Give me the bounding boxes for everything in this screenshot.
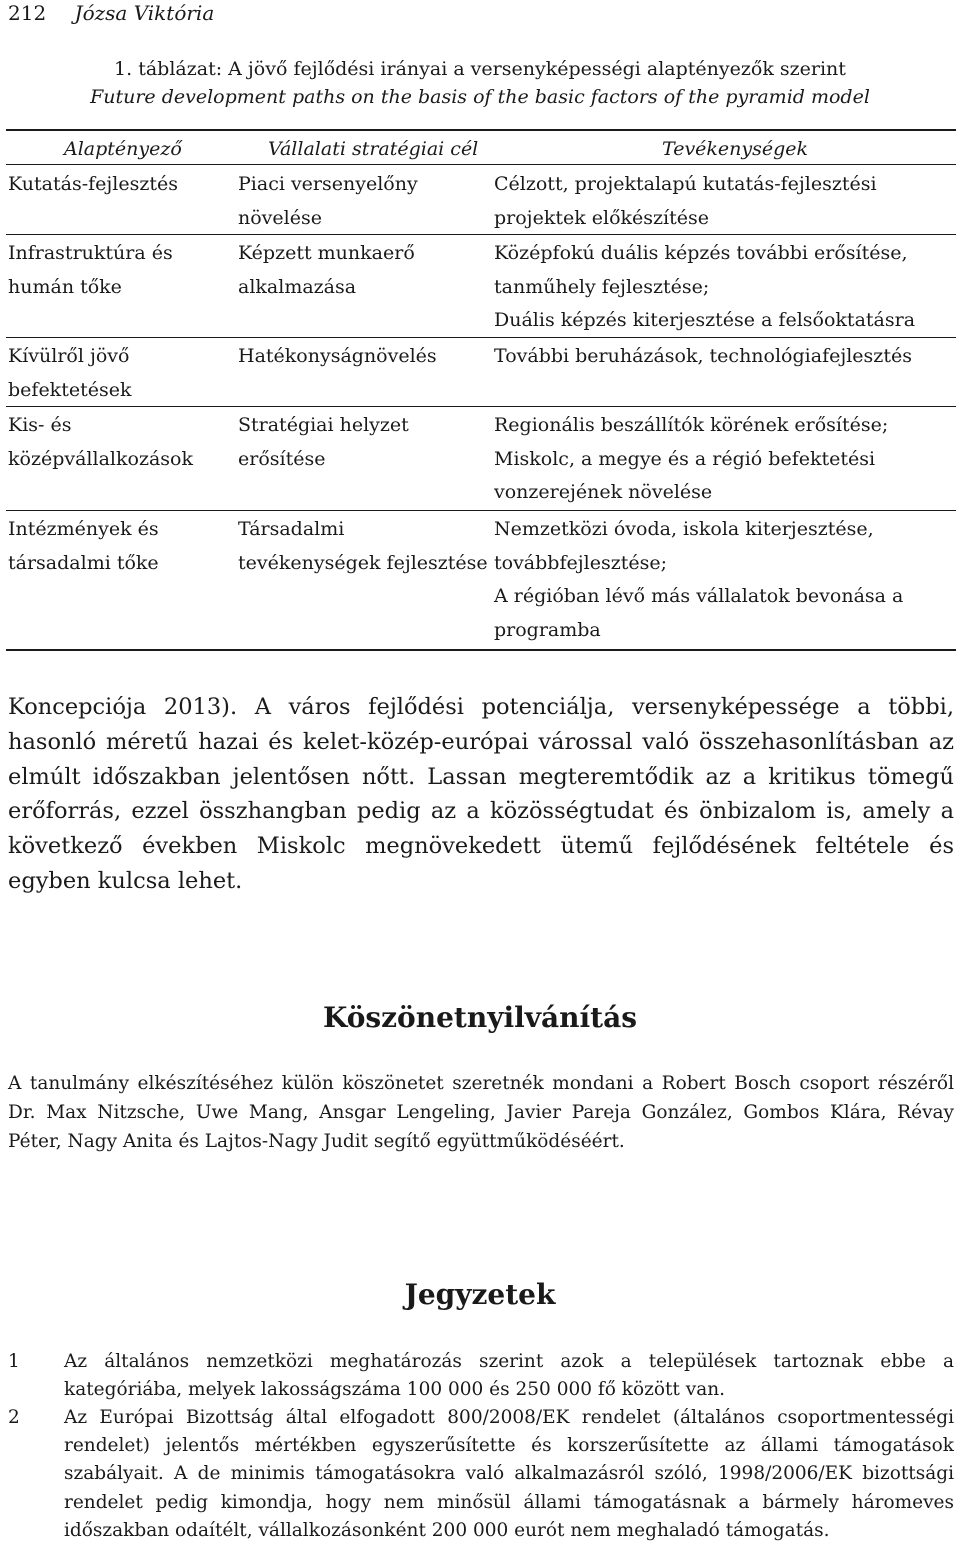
activity-item: Miskolc, a megye és a régió befektetési vonzerejének növelése: [494, 447, 876, 503]
table-row-rule: [6, 234, 956, 235]
table-cell-activities: [494, 409, 956, 510]
table-row-rule: [6, 337, 956, 338]
activity-item: Duális képzés kiterjesztése a felsőoktatásra: [494, 309, 916, 331]
footnote-number: 1: [8, 1351, 20, 1372]
author-name: Józsa Viktória: [74, 1, 215, 25]
activity-item: Nemzetközi óvoda, iskola kiterjesztése, továbbfejlesztése;: [494, 518, 874, 574]
table-header-goal: Vállalati stratégiai cél: [268, 138, 479, 160]
table-cell-goal: Képzett munkaerő alkalmazása: [238, 242, 415, 298]
table-header-activities: Tevékenységek: [662, 138, 809, 160]
activity-item: A régióban lévő más vállalatok bevonása a programba: [494, 585, 904, 641]
table-cell-activities: [494, 237, 956, 338]
table-cell-goal: Stratégiai helyzet erősítése: [238, 414, 409, 470]
activity-item: Középfokú duális képzés további erősítése, tanműhely fejlesztése;: [494, 242, 908, 298]
table-cell-goal: Hatékonyságnövelés: [238, 345, 437, 367]
footnote-number: 2: [8, 1407, 20, 1428]
table-cell-factor: Kis- és középvállalkozások: [8, 414, 193, 470]
footnote-paragraph: Az általános nemzetközi meghatározás szerint azok a települések tartoznak ebbe a kategóriába, melyek lakosságszáma 100 000 és 250 000 fő között van.: [64, 1351, 954, 1401]
activity-item: További beruházások, technológiafejlesztés: [494, 345, 912, 367]
table-cell-goal: Társadalmi tevékenységek fejlesztése: [238, 518, 488, 574]
table-header-factor: Alaptényező: [64, 138, 182, 160]
footnote-paragraph: Az Európai Bizottság által elfogadott 800/2008/EK rendelet (általános csoportmentességi rendelet) jelentős mértékben egyszerűsítette és korszerűsítette az állami támogatások szabályait. A de minimis támogatásokra való alkalmazásról szóló, 1998/2006/EK bizottsági rendelet pedig kimondja, hogy nem minősül állami támogatásnak a bármely háromeves időszakban odaítélt, vállalkozásonként 200 000 eurót nem meghaladó támogatás.: [64, 1407, 954, 1541]
table-top-rule: [6, 129, 956, 131]
activity-item: Regionális beszállítók körének erősítése;: [494, 414, 889, 436]
table-row-rule: [6, 510, 956, 511]
table-cell-factor: Infrastruktúra és humán tőke: [8, 242, 173, 298]
table-cell-factor: Intézmények és társadalmi tőke: [8, 518, 159, 574]
table-cell-activities: [494, 340, 956, 374]
table-row-rule: [6, 406, 956, 407]
table-caption-en: Future development paths on the basis of the basic factors of the pyramid model: [90, 86, 870, 108]
footnote-text: [64, 1348, 954, 1404]
acknowledgement-paragraph: A tanulmány elkészítéséhez külön köszönetet szeretnék mondani a Robert Bosch csoport részéről Dr. Max Nitzsche, Uwe Mang, Ansgar Lengeling, Javier Pareja González, Gombos Klára, Révay Péter, Nagy Anita és Lajtos-Nagy Judit segítő együttműködéséért.: [8, 1073, 954, 1152]
running-head: [8, 0, 214, 26]
table-cell-factor: Kívülről jövő befektetések: [8, 345, 132, 401]
paragraph-text: Koncepciója 2013). A város fejlődési potenciálja, versenyképessége a többi, hasonló méretű hazai és kelet-közép-európai várossal való összehasonlításban az elmúlt időszakban jelentősen nőtt. Lassan megteremtődik az a kritikus tömegű erőforrás, ezzel összhangban pedig az a közösségtudat és önbizalom is, amely a következő években Miskolc megnövekedett ütemű fejlődésének feltétele és egyben kulcsa lehet.: [8, 694, 954, 894]
acknowledgement-title: Köszönetnyilvánítás: [323, 1001, 637, 1034]
activity-item: Célzott, projektalapú kutatás-fejlesztési projektek előkészítése: [494, 173, 877, 229]
notes-title: Jegyzetek: [404, 1278, 556, 1311]
table-cell-activities: [494, 168, 956, 235]
table-caption-hu: 1. táblázat: A jövő fejlődési irányai a versenyképességi alaptényezők szerint: [114, 58, 846, 80]
table-bottom-rule: [6, 649, 956, 651]
table-cell-activities: [494, 513, 956, 647]
table-header-rule: [6, 164, 956, 165]
page-number: 212: [8, 1, 47, 25]
body-paragraph: [8, 690, 954, 899]
table-cell-factor: Kutatás-fejlesztés: [8, 173, 178, 195]
footnote-text: [64, 1404, 954, 1545]
table-cell-goal: Piaci versenyelőny növelése: [238, 173, 418, 229]
acknowledgement-text: [8, 1069, 954, 1156]
